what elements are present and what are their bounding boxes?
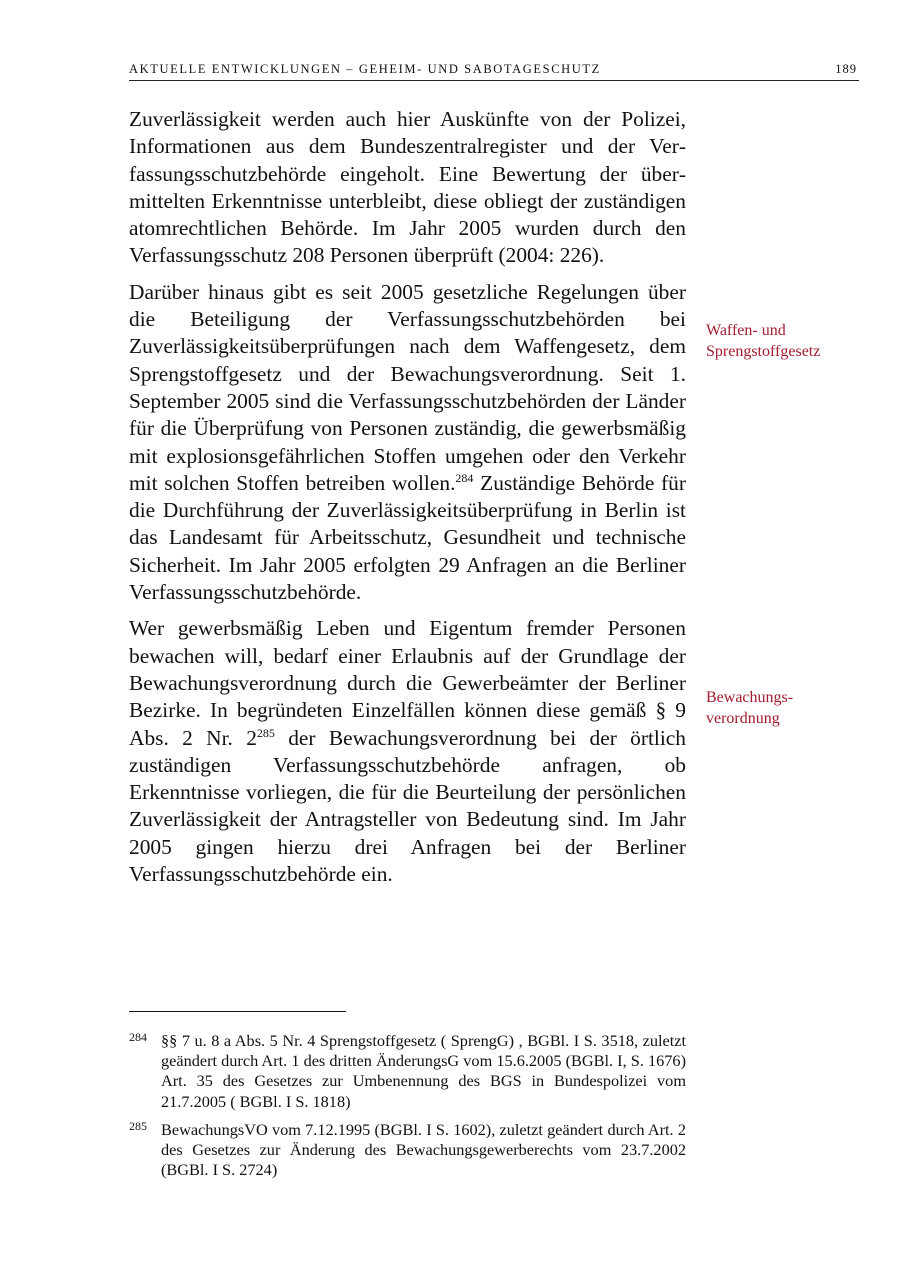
footnote-285-text: BewachungsVO vom 7.12.1995 (BGBl. I S. 1602), zuletzt geändert durch Art. 2 des Gesetzes zur Änderung des Bewachungsgewerberechts vom 23.7.2002 (BGBl. I S. 2724) bbox=[161, 1119, 686, 1180]
footnote-285-number: 285 bbox=[129, 1118, 147, 1133]
footnote-284 bbox=[129, 1031, 686, 1112]
margin-note-2-line-2: verordnung bbox=[706, 710, 780, 727]
paragraph-1-text: Zuverlässigkeit werden auch hier Auskünfte von der Polizei, Informationen aus dem Bundeszentralregister und der Verfassungsschutzbehörde eingeholt. Eine Bewertung der übermittelten Erkenntnisse unterbleibt, diese obliegt der zuständigen atomrechtlichen Behörde. Im Jahr 2005 wurden durch den Verfassungsschutz 208 Personen überprüft (2004: 226). bbox=[129, 107, 686, 268]
paragraph-3 bbox=[129, 615, 686, 888]
paragraph-2-text-b: Zuständige Behörde für die Durchführung der Zuverlässigkeitsüberprüfung in Berlin ist das Landesamt für Arbeitsschutz, Gesundheit und technische Sicherheit. Im Jahr 2005 erfolgten 29 Anfragen an die Berliner Verfassungsschutzbehörde. bbox=[129, 470, 686, 605]
running-header-title: AKTUELLE ENTWICKLUNGEN – GEHEIM- UND SABOTAGESCHUTZ bbox=[129, 62, 601, 76]
margin-note-1-line-1: Waffen- und bbox=[706, 322, 786, 339]
main-text bbox=[129, 106, 686, 897]
footnotes bbox=[129, 1031, 686, 1188]
paragraph-3-text-a: Wer gewerbsmäßig Leben und Eigentum fremder Personen bewachen will, bedarf einer Erlaubnis auf der Grundlage der Bewachungsverordnung durch die Gewerbeämter der Berliner Bezirke. In begründeten Einzelfällen können diese gemäß § 9 Abs. 2 Nr. 2 bbox=[129, 616, 686, 750]
page-number: 189 bbox=[835, 62, 857, 76]
paragraph-1 bbox=[129, 106, 686, 270]
running-header bbox=[129, 62, 859, 81]
margin-note-bewachungsverordnung bbox=[706, 687, 856, 729]
paragraph-3-text-b: der Bewachungsverordnung bei der örtlich zuständigen Verfassungsschutzbehörde anfragen, ob Erkenntnisse vorliegen, die für die Beurteilung der persönlichen Zuverlässigkeit der Antragsteller von Bedeutung sind. Im Jahr 2005 gingen hierzu drei Anfragen bei der Berliner Verfassungsschutzbehörde ein. bbox=[129, 725, 686, 887]
paragraph-2 bbox=[129, 279, 686, 607]
footnote-284-number: 284 bbox=[129, 1030, 147, 1044]
footnote-ref-284: 284 bbox=[455, 470, 474, 485]
margin-note-2-line-1: Bewachungs- bbox=[706, 689, 794, 706]
margin-note-waffengesetz bbox=[706, 320, 856, 362]
footnote-ref-285: 285 bbox=[256, 725, 275, 740]
footnote-divider bbox=[129, 1011, 346, 1012]
margin-note-1-line-2: Sprengstoffgesetz bbox=[706, 343, 821, 360]
paragraph-2-text-a: Darüber hinaus gibt es seit 2005 gesetzliche Regelungen über die Beteiligung der Verfassungsschutzbehörden bei Zuverlässigkeitsüberprüfungen nach dem Waffengesetz, dem Sprengstoffgesetz und der Bewachungsverordnung. Seit 1. September 2005 sind die Verfassungsschutzbehörden der Länder für die Überprüfung von Personen zuständig, die gewerbsmäßig mit explosionsgefährlichen Stoffen umgehen oder den Verkehr mit solchen Stoffen betreiben wollen. bbox=[129, 279, 686, 495]
footnote-285 bbox=[129, 1120, 686, 1181]
footnote-284-text: §§ 7 u. 8 a Abs. 5 Nr. 4 Sprengstoffgesetz ( SprengG) , BGBl. I S. 3518, zuletzt geändert durch Art. 1 des dritten ÄnderungsG vom 15.6.2005 (BGBl. I, S. 1676) Art. 35 des Gesetzes zur Umbenennung des BGS in Bundespolizei vom 21.7.2005 ( BGBl. I S. 1818) bbox=[161, 1031, 686, 1111]
